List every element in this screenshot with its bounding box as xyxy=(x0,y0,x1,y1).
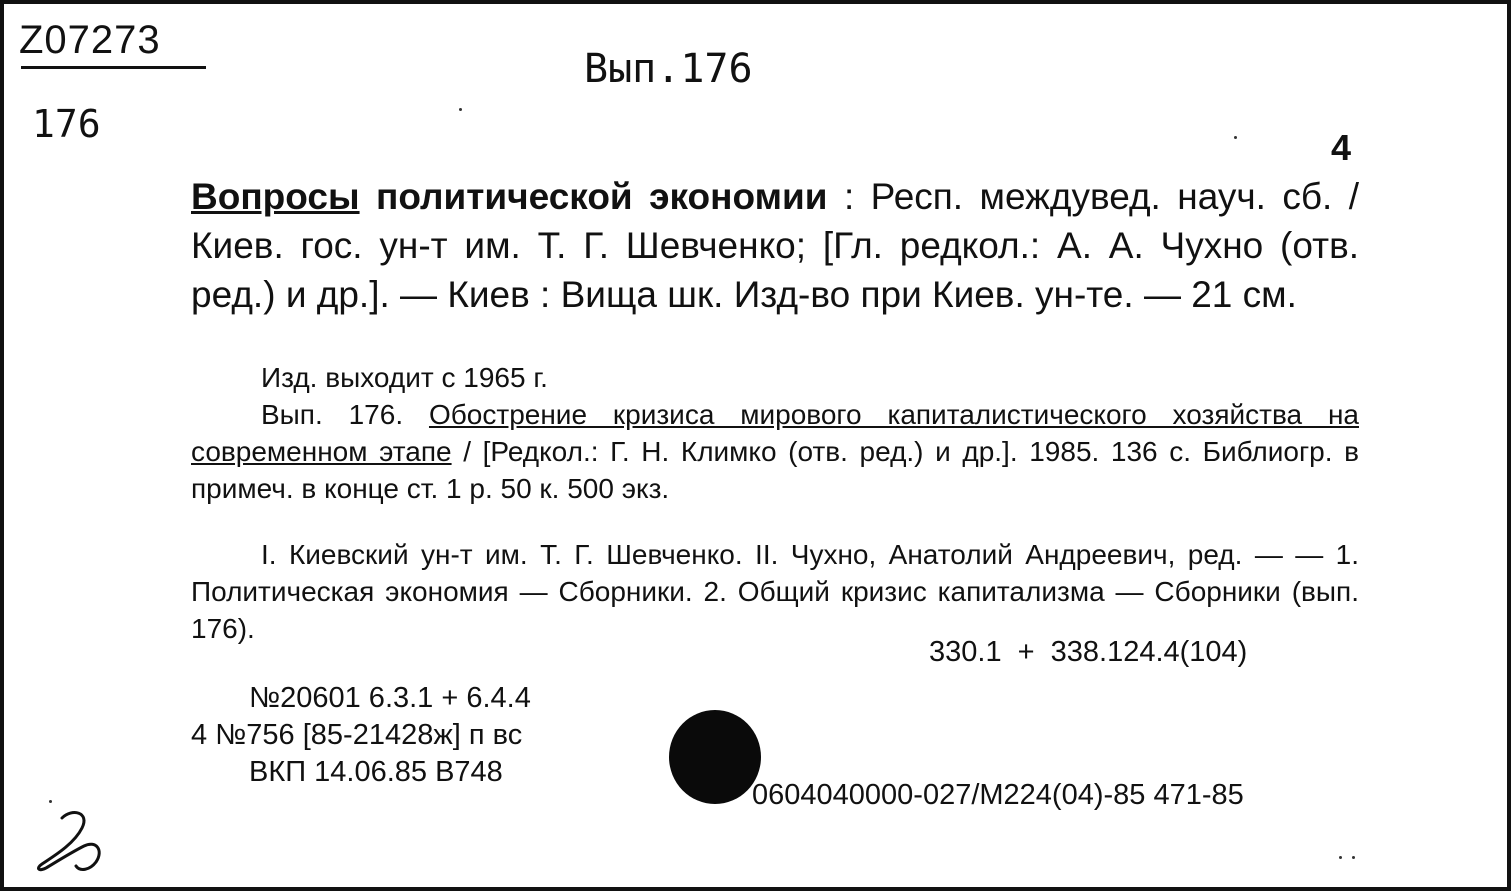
speck xyxy=(1339,856,1342,859)
main-entry xyxy=(191,172,1359,319)
isbn-line: 0604040000-027/М224(04)-85 471-85 xyxy=(752,779,1244,811)
handwritten-mark xyxy=(32,806,112,876)
tracings: I. Киевский ун-т им. Т. Г. Шевченко. II. Чухно, Анатолий Андреевич, ред. — — 1. Политическая экономия — Сборники. 2. Общий кризис капитализма — Сборники (вып. 176). xyxy=(191,539,1359,644)
title-first-word: Вопросы xyxy=(191,176,360,217)
speck xyxy=(49,800,52,803)
classification: 330.1 + 338.124.4(104) xyxy=(929,636,1248,668)
service-line-1: №20601 6.3.1 + 6.4.4 xyxy=(249,682,531,714)
service-line-2: 4 №756 [85-21428ж] п вс xyxy=(191,719,523,751)
issue-details: / [Редкол.: Г. Н. Климко (отв. ред.) и др.]. 1985. 136 с. Библиогр. в примеч. в конце ст. 1 р. 50 к. 500 экз. xyxy=(191,436,1360,504)
main-entry-body: : Респ. междувед. науч. сб. / Киев. гос. ун-т им. Т. Г. Шевченко; [Гл. редкол.: А. А. Чухно (отв. ред.) и др.]. — Киев : Вища шк. Изд-во при Киев. ун-те. — 21 см. xyxy=(191,176,1360,315)
issue-prefix: Вып. 176. xyxy=(261,399,404,430)
series-label: Вып.176 xyxy=(584,46,753,92)
ink-blot xyxy=(669,710,761,804)
issue-entry xyxy=(191,396,1359,507)
service-line-3: ВКП 14.06.85 В748 xyxy=(249,756,503,788)
title-rest: политической экономии xyxy=(376,176,828,217)
corner-number: 176 xyxy=(32,102,101,146)
page-number: 4 xyxy=(1331,127,1352,168)
service-block xyxy=(191,680,531,791)
corner-code-rule xyxy=(21,66,206,69)
published-note: Изд. выходит с 1965 г. xyxy=(261,362,548,393)
issue-title: Обострение кризиса мирового капиталистического хозяйства на современном этапе xyxy=(191,399,1359,467)
speck xyxy=(1234,136,1237,139)
corner-code: Z07273 xyxy=(19,18,161,62)
speck xyxy=(459,108,462,111)
speck xyxy=(1352,856,1355,859)
